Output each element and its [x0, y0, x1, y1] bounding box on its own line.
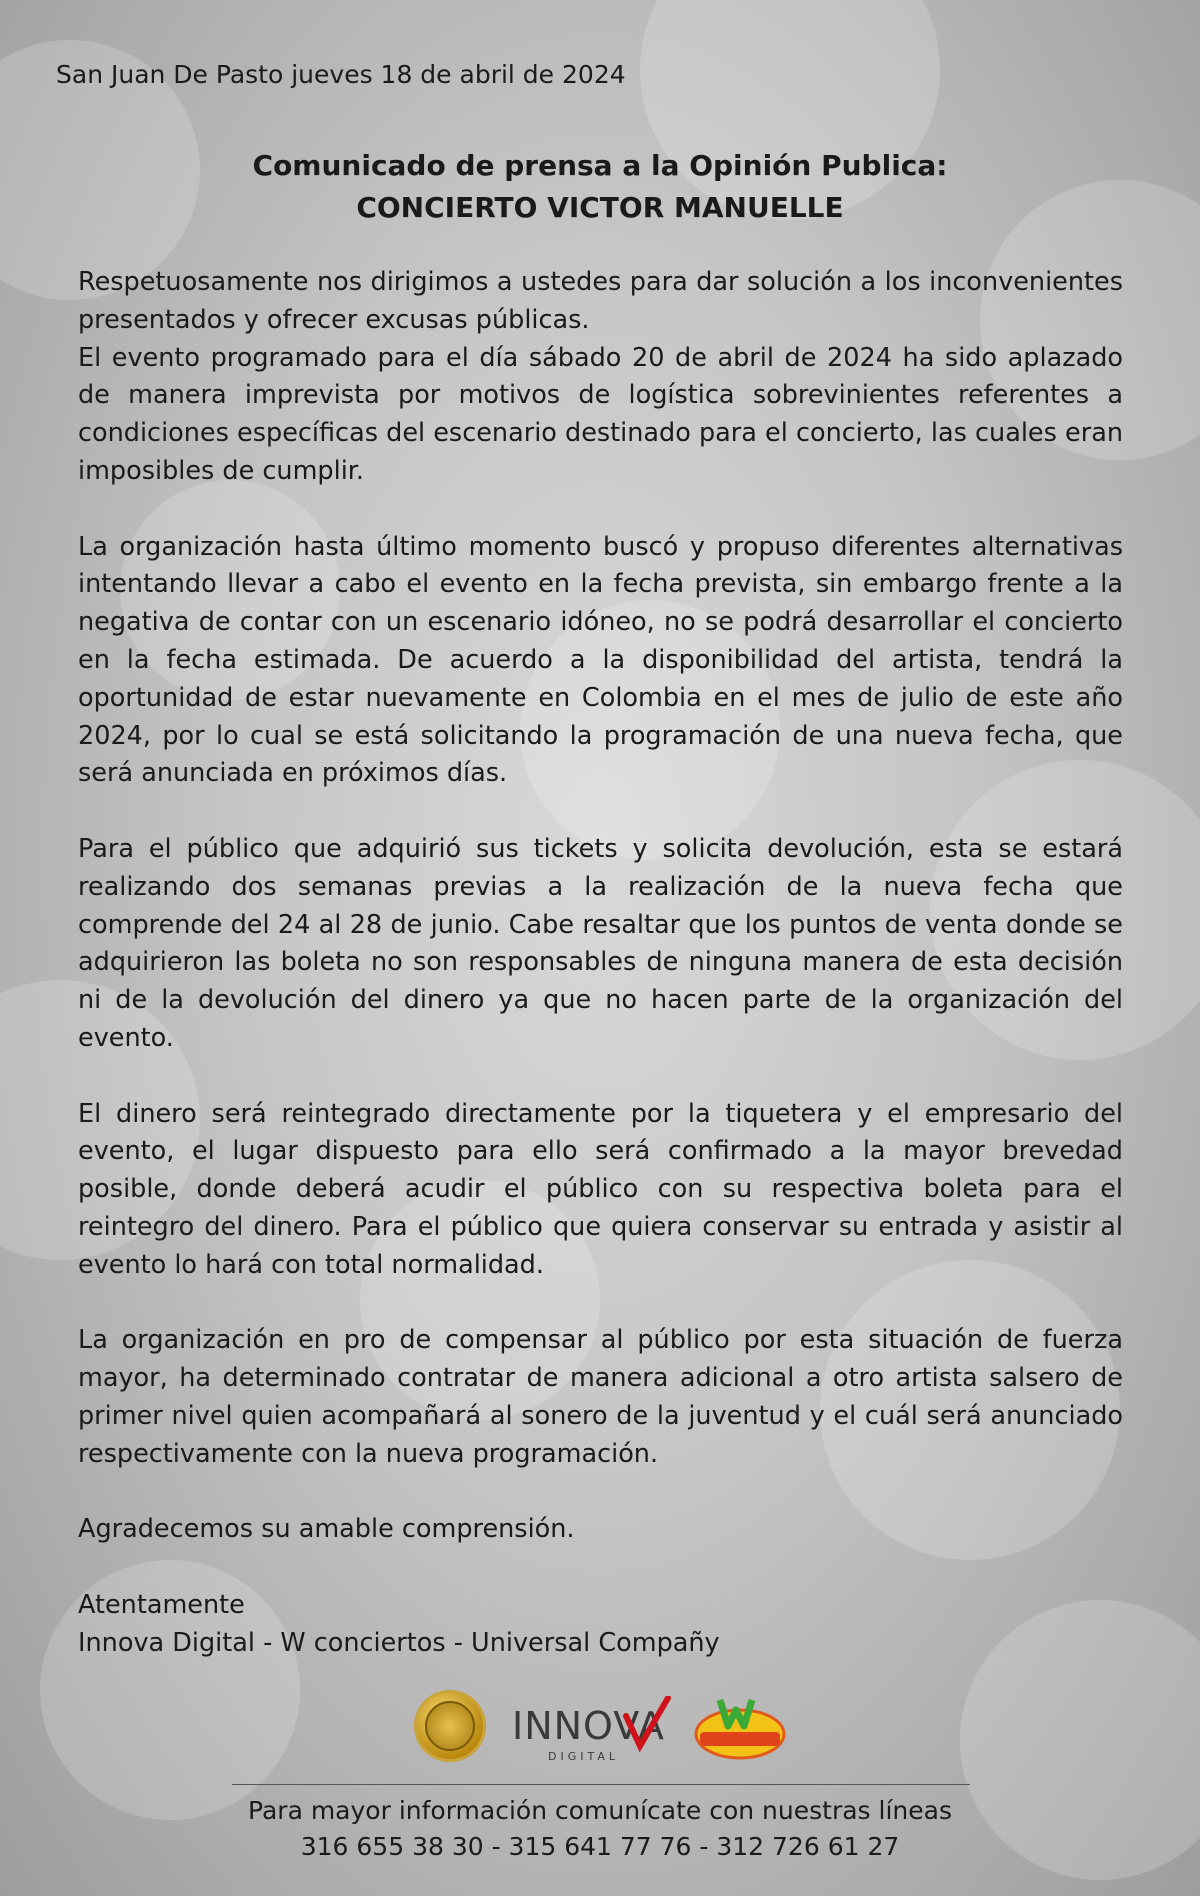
w-conciertos-logo [694, 1692, 786, 1764]
date-line: San Juan De Pasto jueves 18 de abril de 2024 [56, 60, 626, 89]
closing-signatories: Innova Digital - W conciertos - Universal Compañy [78, 1627, 720, 1658]
footer-divider [232, 1784, 970, 1785]
paragraph: El evento programado para el día sábado 20 de abril de 2024 ha sido aplazado de manera imprevista por motivos de logística sobrevinientes referentes a condiciones específicas del escenario destinado para el concierto, las cuales eran imposibles de cumplir. [78, 342, 1123, 486]
title-line-1: Comunicado de prensa a la Opinión Publica: [252, 149, 948, 182]
innova-wordmark: INNOVA [512, 1704, 665, 1748]
footer-contact [0, 1793, 1200, 1865]
title-line-2: CONCIERTO VICTOR MANUELLE [356, 191, 844, 224]
innova-subtitle: DIGITAL [548, 1750, 620, 1763]
paragraph: La organización hasta último momento buscó y propuso diferentes alternativas intentando llevar a cabo el evento en la fecha prevista, sin embargo frente a la negativa de contar con un escenario idóneo, no se podrá desarrollar el concierto en la fecha estimada. De acuerdo a la disponibilidad del artista, tendrá la oportunidad de estar nuevamente en Colombia en el mes de julio de este año 2024, por lo cual se está solicitando la programación de una nueva fecha, que será anunciada en próximos días. [78, 531, 1123, 789]
innova-check-mark-icon [622, 1696, 672, 1752]
paragraph: Agradecemos su amable comprensión. [78, 1514, 575, 1545]
lion-emblem-icon [425, 1701, 475, 1751]
w-conciertos-icon [694, 1692, 786, 1764]
universal-company-seal-logo [414, 1690, 486, 1762]
closing-salutation: Atentamente [78, 1589, 245, 1620]
title-block [0, 145, 1200, 229]
paragraph: Para el público que adquirió sus tickets y solicita devolución, esta se estará realizando dos semanas previas a la realización de la nueva fecha que comprende del 24 al 28 de junio. Cabe resaltar que los puntos de venta donde se adquirieron las boleta no son responsables de ninguna manera de esta decisión ni de la devolución del dinero ya que no hacen parte de la organización del evento. [78, 833, 1123, 1053]
body-text [78, 264, 1123, 1662]
logo-row [0, 1678, 1200, 1788]
footer-line-1: Para mayor información comunícate con nuestras líneas [248, 1796, 952, 1825]
paragraph: La organización en pro de compensar al público por esta situación de fuerza mayor, ha determinado contratar de manera adicional a otro artista salsero de primer nivel quien acompañará al sonero de la juventud y el cuál será anunciado respectivamente con la nueva programación. [78, 1325, 1123, 1469]
paragraph: Respetuosamente nos dirigimos a ustedes para dar solución a los inconvenientes presentados y ofrecer excusas públicas. [78, 267, 1123, 335]
footer-phone-numbers: 316 655 38 30 - 315 641 77 76 - 312 726 61 27 [300, 1832, 900, 1861]
paragraph: El dinero será reintegrado directamente por la tiquetera y el empresario del evento, el lugar dispuesto para ello será confirmado a la mayor brevedad posible, donde deberá acudir el público con su respectiva boleta para el reintegro del dinero. Para el público que quiera conservar su entrada y asistir al evento lo hará con total normalidad. [78, 1098, 1123, 1280]
innova-digital-logo [512, 1696, 672, 1766]
